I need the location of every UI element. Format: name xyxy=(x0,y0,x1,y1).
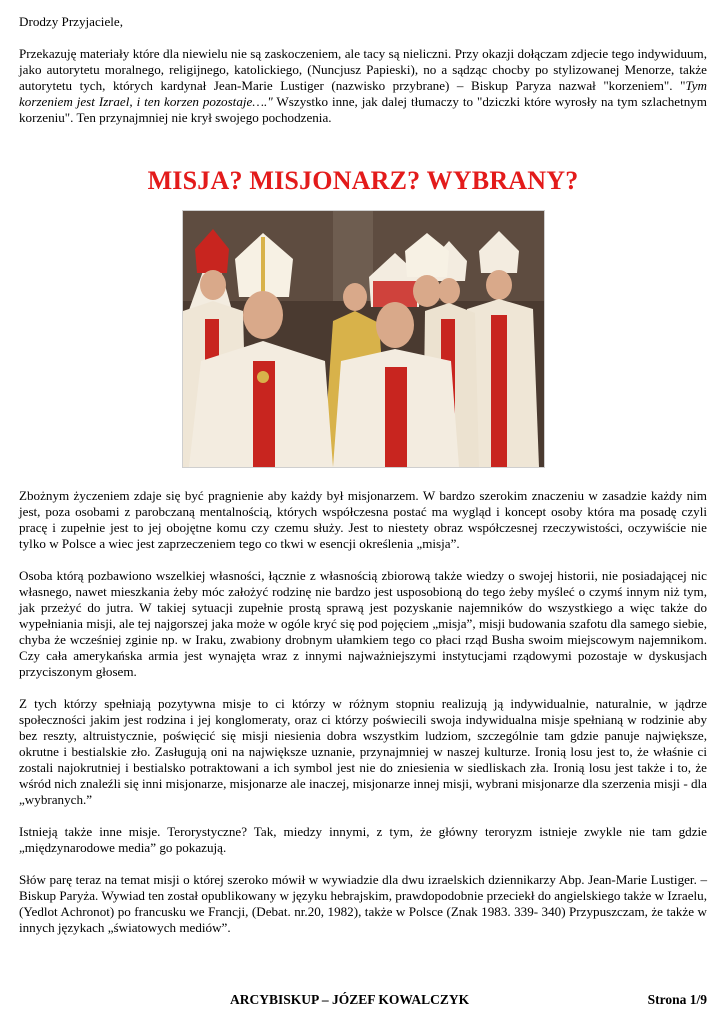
article-paragraph-2: Osoba którą pozbawiono wszelkiej własności, łącznie z własnością zbiorową także wiedzy o swojej historii, nie posiadającej nic własnego, nawet mieszkania żeby móc założyć rodzinę nie bardzo jest usposobioną do tego żeby myśleć o czymś innym niż tym, jak przeżyć do jutra. W takiej sytuacji zupełnie prostą sprawą jest pozyskanie najemników do wszystkiego a więc także do wypełniania misji, ale tej najgorszej jaka może w ogóle kryć się pod pojęciem „misja”, misji budowania szafotu dla samego siebie, chyba że wcześniej zginie np. w Iraku, zwabiony drobnym ułamkiem tego co płaci rząd Busha swoim miejscowym najemnikom. Czy cała amerykańska armia jest wynajęta wraz z innymi najważniejszymi instytucjami rządowymi pozostaje w dyskusjach przyciszonym głosem. xyxy=(19,568,707,679)
intro-quote: Tym korzeniem jest Izrael, i ten korzen pozostaje…." xyxy=(19,78,707,109)
article-title: MISJA? MISJONARZ? WYBRANY? xyxy=(147,166,579,195)
letter-intro xyxy=(19,46,707,126)
intro-text: Przekazuję materiały które dla niewielu nie są zaskoczeniem, ale tacy są nieliczni. Przy okazji dołączam zdjecie tego indywiduum, jako autorytetu moralnego, religijnego, katolickiego, (Nuncjusz Papieski), no a sądząc chocby po stylizowanej Menorze, także autorytetu tych, których kardynał Jean-Marie Lustiger (nazwisko przybrane) – Biskup Paryza nazwał "korzeniem". " xyxy=(19,46,707,93)
article-paragraph-5: Słów parę teraz na temat misji o której szeroko mówił w wywiadzie dla dwu izraelskich dziennikarzy Abp. Jean-Marie Lustiger. – Biskup Paryża. Wywiad ten został opublikowany w języku hebrajskim, prawdopodobnie przeciekł do angielskiego także w Izraelu, (Yedlot Achronot) po francusku we Francji, (Debat. nr.20, 1982), także w Polsce (Znak 1983. 339- 340) Przypuszczam, że także w innych językach „światowych mediów”. xyxy=(19,872,707,935)
article-paragraph-4: Istnieją także inne misje. Terorystyczne? Tak, miedzy innymi, z tym, że główny teroryzm istnieje zwykle nie tam gdzie „międzynarodowe media” go pokazują. xyxy=(19,824,707,855)
document-page xyxy=(19,14,707,952)
footer-author: ARCYBISKUP – JÓZEF KOWALCZYK xyxy=(230,992,470,1007)
intro-text-end: Wszystko inne, jak dalej tłumaczy to "dziczki które wyrosły na tym szlachetnym korzeniu". Ten przynajmniej nie krył swojego pochodzenia. xyxy=(19,94,707,125)
article-paragraph-3: Z tych którzy spełniają pozytywna misje to ci którzy w różnym stopniu realizują ją indywidualnie, naturalnie, w jądrze społeczności jakim jest rodzina i jej konglomeraty, oraz ci którzy poświecili swoja indywidualna misje spełnianą w rodzinie aby bez reszty, altruistycznie, poświęcić się misji niesienia dobra wszystkim ludziom, szczególnie tam gdzie panuje największe, okrutne i bestialskie zło. Zasługują oni na największe uznanie, przynajmniej w naszej kulturze. Ironią losu jest to, że właśnie ci zostali najokrutniej i bestialsko potraktowani a ich symbol jest nie do zniesienia w siedliskach zła. Ironią losu jest także i to, że wśród nich znaleźli się inni misjonarze, misjonarze ale inaczej, misjonarze innej misji, wybrani misjonarze dla szerzenia misji - dla „wybranych.” xyxy=(19,696,707,807)
bishops-photo xyxy=(182,210,545,468)
letter-greeting: Drodzy Przyjaciele, xyxy=(19,14,123,29)
article-paragraph-1: Zbożnym życzeniem zdaje się być pragnienie aby każdy był misjonarzem. W bardzo szerokim znaczeniu w zasadzie każdy nim jest, poza osobami z parobczaną mentalnością, których współczesna postać ma wygląd i koncept osoby która ma posadę czyli pracę i zupełnie jest to jej obojętne komu czy czemu służy. Jest to niestety obraz współczesnej rzeczywistości, oczywiście nie tylko w Polsce a wiec jest zaprzeczeniem tego co tkwi w esencji określenia „misja”. xyxy=(19,488,707,551)
footer-page-number: Strona 1/9 xyxy=(647,992,707,1007)
